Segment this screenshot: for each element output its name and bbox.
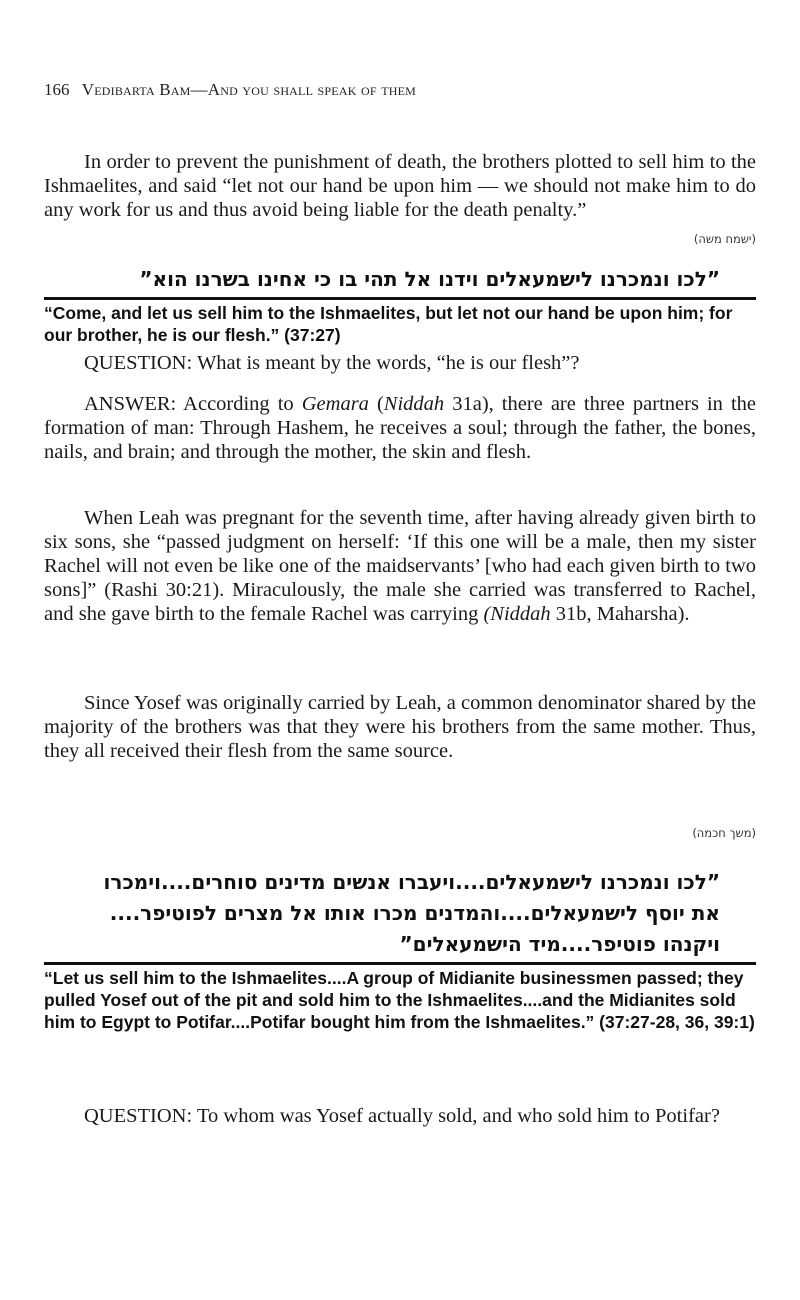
verse-translation: “Come, and let us sell him to the Ishmaelites, but let not our hand be upon him; for our brother, he is our flesh.” (37:27)	[44, 303, 733, 345]
hebrew-verse: ”לכו ונמכרנו לישמעאלים וידנו אל תהי בו כי אחינו בשרנו הוא”	[139, 267, 720, 291]
answer-rest: 31a), there are three partners in the formation of man: Through Hashem, he receives a soul; through the father, the bones, nails, and brain; and through the mother, the skin and flesh.	[44, 393, 757, 463]
niddah-term: Niddah	[383, 393, 445, 415]
leah-text: When Leah was pregnant for the seventh time, after having already given birth to six sons, she “passed judgment on herself: ‘If this one will be a male, then my sister Rachel will not even be like one of the maidservants’ [who had each given birth to two sons]” (Rashi 30:21). Miraculously, the male she carried was transferred to Rachel, and she gave birth to the female Rachel was carrying	[44, 507, 756, 625]
leah-text-end: 31b, Maharsha).	[550, 603, 690, 625]
hebrew-verse-line: ויקנהו פוטיפר....מיד הישמעאלים”	[399, 932, 720, 956]
hebrew-verse-line: ”לכו ונמכרנו לישמעאלים....ויעברו אנשים מדינים סוחרים....וימכרו	[103, 870, 720, 894]
question-paragraph: QUESTION: To whom was Yosef actually sold, and who sold him to Potifar?	[84, 1105, 720, 1127]
source-citation: (משך חכמה)	[692, 826, 756, 840]
niddah-citation: (Niddah	[483, 603, 551, 625]
verse-translation: “Let us sell him to the Ishmaelites....A group of Midianite businessmen passed; they pulled Yosef out of the pit and sold him to the Ishmaelites....and the Midianites sold him to Egypt to Potifar....Potifar bought him from the Ishmaelites.” (37:27-28, 36, 39:1)	[44, 968, 755, 1032]
answer-paragraph	[44, 392, 756, 464]
question-paragraph: QUESTION: What is meant by the words, “he is our flesh”?	[84, 352, 580, 374]
running-title: Vedibarta Bam—And you shall speak of them	[81, 80, 417, 99]
hebrew-verse-line: את יוסף לישמעאלים....והמדנים מכרו אותו אל מצרים לפוטיפר....	[109, 901, 720, 925]
yosef-paragraph: Since Yosef was originally carried by Leah, a common denominator shared by the majority of the brothers was that they were his brothers from the same mother. Thus, they all received their flesh from the same source.	[44, 692, 756, 762]
answer-intro: ANSWER: According to	[84, 393, 302, 415]
intro-paragraph: In order to prevent the punishment of death, the brothers plotted to sell him to the Ishmaelites, and said “let not our hand be upon him — we should not make him to do any work for us and thus avoid being liable for the death penalty.”	[44, 151, 756, 221]
divider-rule	[44, 297, 756, 300]
leah-paragraph	[44, 506, 756, 626]
answer-paren: (	[368, 393, 384, 415]
gemara-term: Gemara	[301, 393, 369, 415]
running-head	[44, 80, 416, 100]
source-citation: (ישמח משה)	[693, 232, 756, 246]
page-number: 166	[44, 80, 70, 99]
divider-rule	[44, 962, 756, 965]
